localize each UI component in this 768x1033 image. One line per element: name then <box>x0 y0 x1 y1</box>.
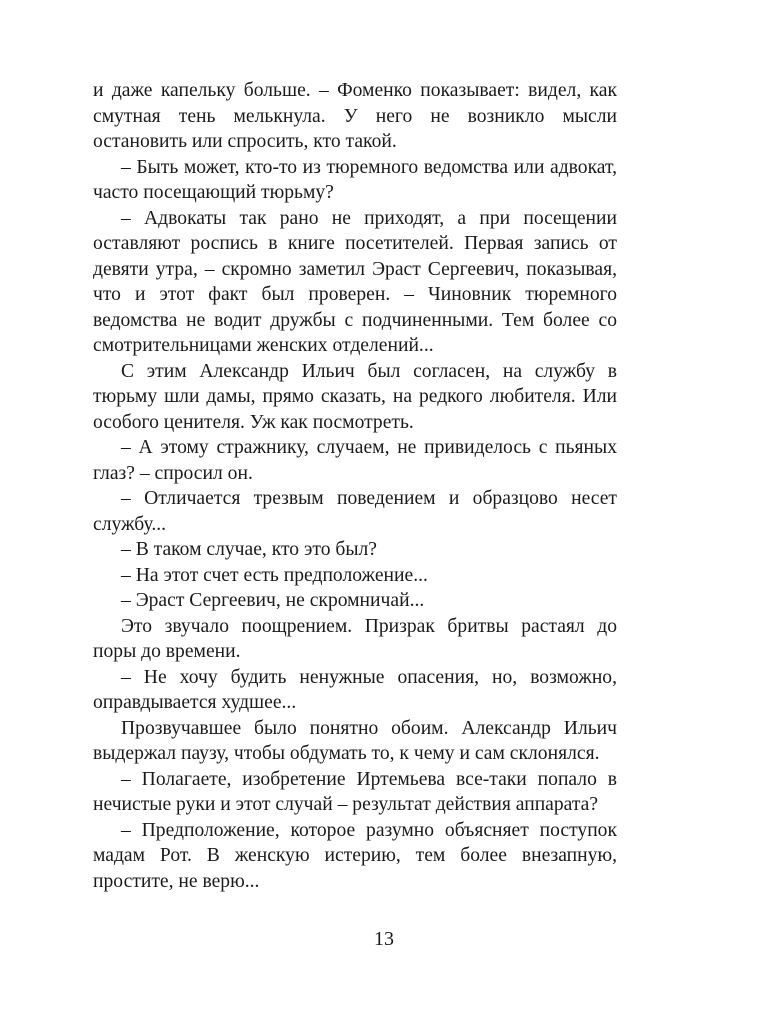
paragraph-5: – А этому стражнику, случаем, не привиделось с пьяных глаз? – спросил он. <box>93 437 617 484</box>
paragraph-6: – Отличается трезвым поведением и образцово несет службу... <box>93 488 617 535</box>
page-number: 13 <box>374 928 394 950</box>
paragraph-12: Прозвучавшее было понятно обоим. Александр Ильич выдержал паузу, чтобы обдумать то, к чему и сам склонялся. <box>93 717 617 764</box>
paragraph-13: – Полагаете, изобретение Иртемьева все-таки попало в нечистые руки и этот случай – результат действия аппарата? <box>93 768 617 815</box>
paragraph-14: – Предположение, которое разумно объясняет поступок мадам Рот. В женскую истерию, тем более внезапную, простите, не верю... <box>93 819 617 892</box>
paragraph-8: – На этот счет есть предположение... <box>121 564 428 586</box>
paragraph-9: – Эраст Сергеевич, не скромничай... <box>121 590 425 611</box>
paragraph-1: и даже капельку больше. – Фоменко показывает: видел, как смутная тень мелькнула. У него не возникло мысли остановить или спросить, кто такой. <box>93 80 617 152</box>
paragraph-10: Это звучало поощрением. Призрак бритвы растаял до поры до времени. <box>93 615 617 662</box>
paragraph-3: – Адвокаты так рано не приходят, а при посещении оставляют роспись в книге посетителей. Первая запись от девяти утра, – скромно заметил Эраст Сергеевич, показывая, что и этот факт был проверен. – Чиновник тюремного ведомства не водит дружбы с подчиненными. Тем более со смотрительницами женских отделений... <box>93 207 617 356</box>
paragraph-11: – Не хочу будить ненужные опасения, но, возможно, оправдывается худшее... <box>93 666 617 713</box>
paragraph-4: С этим Александр Ильич был согласен, на службу в тюрьму шли дамы, прямо сказать, на редкого любителя. Или особого ценителя. Уж как посмотреть. <box>93 360 617 433</box>
paragraph-7: – В таком случае, кто это был? <box>121 539 378 560</box>
page-body <box>93 78 617 894</box>
paragraph-2: – Быть может, кто-то из тюремного ведомства или адвокат, часто посещающий тюрьму? <box>93 156 617 203</box>
